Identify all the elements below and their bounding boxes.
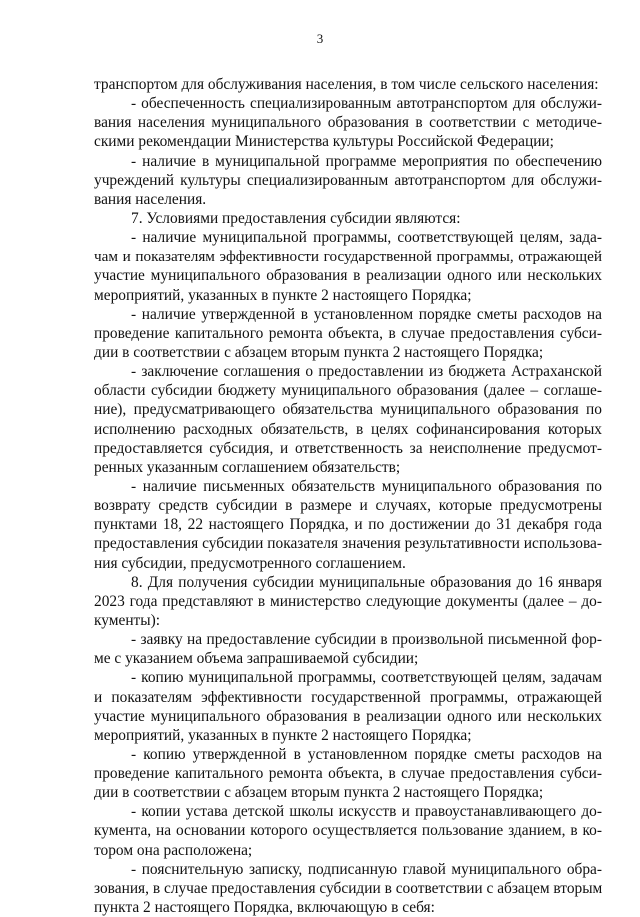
text-line: - наличие муниципальной программы, соответствующей целям, зада- (131, 229, 602, 247)
text-line: - пояснительную записку, подписанную главой муниципального обра- (131, 860, 602, 878)
text-line: 8. Для получения субсидии муниципальные образования до 16 января (131, 573, 602, 591)
text-line: проведение капитального ремонта объекта, в случае предоставления субси- (94, 765, 602, 783)
text-line: исполнению расходных обязательств, в целях софинансирования которых (94, 420, 602, 438)
text-line: ния субсидии, предусмотренного соглашением. (94, 554, 406, 572)
text-line: участие муниципального образования в реализации одного или нескольких (94, 707, 602, 725)
text-line: кументы): (94, 611, 161, 629)
text-line: - обеспеченность специализированным автотранспортом для обслужи- (131, 95, 602, 113)
text-line: вания населения муниципального образования в соответствии с методиче- (94, 114, 602, 132)
text-line: чам и показателям эффективности государственной программы, отражающей (94, 248, 602, 266)
text-line: предоставляется субсидия, и ответственность за неисполнение предусмот- (94, 439, 602, 457)
text-line: пунктами 18, 22 настоящего Порядка, и по достижении до 31 декабря года (94, 516, 602, 534)
text-line: участие муниципального образования в реализации одного или нескольких (94, 267, 602, 285)
text-line: предоставления субсидии показателя значения результативности использова- (94, 535, 602, 553)
text-line: - копии устава детской школы искусств и правоустанавливающего до- (131, 803, 602, 821)
text-line: ренных указанным соглашением обязательств; (94, 458, 401, 476)
text-line: и показателям эффективности государственной программы, отражающей (94, 688, 602, 706)
text-line: ме с указанием объема запрашиваемой субсидии; (94, 650, 419, 668)
text-line: ние), предусматривающего обязательства муниципального образования по (94, 401, 602, 419)
text-line: вания населения. (94, 190, 207, 208)
text-line: кумента, на основании которого осуществляется пользование зданием, в ко- (94, 822, 602, 840)
text-line: учреждений культуры специализированным автотранспортом для обслужи- (94, 171, 602, 189)
text-line: скими рекомендации Министерства культуры Российской Федерации; (94, 133, 554, 151)
text-line: - заявку на предоставление субсидии в произвольной письменной фор- (131, 631, 602, 649)
text-line: - копию утвержденной в установленном порядке сметы расходов на (131, 745, 602, 763)
text-line: 2023 года представляют в министерство следующие документы (далее – до- (94, 592, 602, 610)
text-line: проведение капитального ремонта объекта, в случае предоставления субси- (94, 324, 602, 342)
page-number: 3 (316, 31, 324, 46)
text-line: - наличие в муниципальной программе мероприятия по обеспечению (131, 152, 602, 170)
text-line: пункта 2 настоящего Порядка, включающую в себя: (94, 899, 435, 917)
text-line: мероприятий, указанных в пункте 2 настоящего Порядка; (94, 286, 472, 304)
text-line: тором она расположена; (94, 841, 253, 859)
text-line: - заключение соглашения о предоставлении из бюджета Астраханской (131, 363, 602, 381)
text-line: области субсидии бюджету муниципального образования (далее – соглаше- (94, 382, 602, 400)
document-body (94, 75, 602, 917)
text-line: зования, в случае предоставления субсидии в соответствии с абзацем вторым (94, 879, 603, 897)
text-line: дии в соответствии с абзацем вторым пункта 2 настоящего Порядка; (94, 343, 544, 361)
text-line: возврату средств субсидии в размере и случаях, которые предусмотрены (94, 497, 602, 515)
text-line: дии в соответствии с абзацем вторым пункта 2 настоящего Порядка; (94, 784, 544, 802)
text-line: - наличие письменных обязательств муниципального образования по (131, 477, 602, 495)
text-line: - копию муниципальной программы, соответствующей целям, задачам (131, 669, 602, 687)
text-line: транспортом для обслуживания населения, в том числе сельского населения: (94, 76, 599, 93)
text-line: - наличие утвержденной в установленном порядке сметы расходов на (131, 305, 602, 323)
text-line: мероприятий, указанных в пункте 2 настоящего Порядка; (94, 726, 472, 744)
text-line: 7. Условиями предоставления субсидии являются: (131, 209, 461, 227)
